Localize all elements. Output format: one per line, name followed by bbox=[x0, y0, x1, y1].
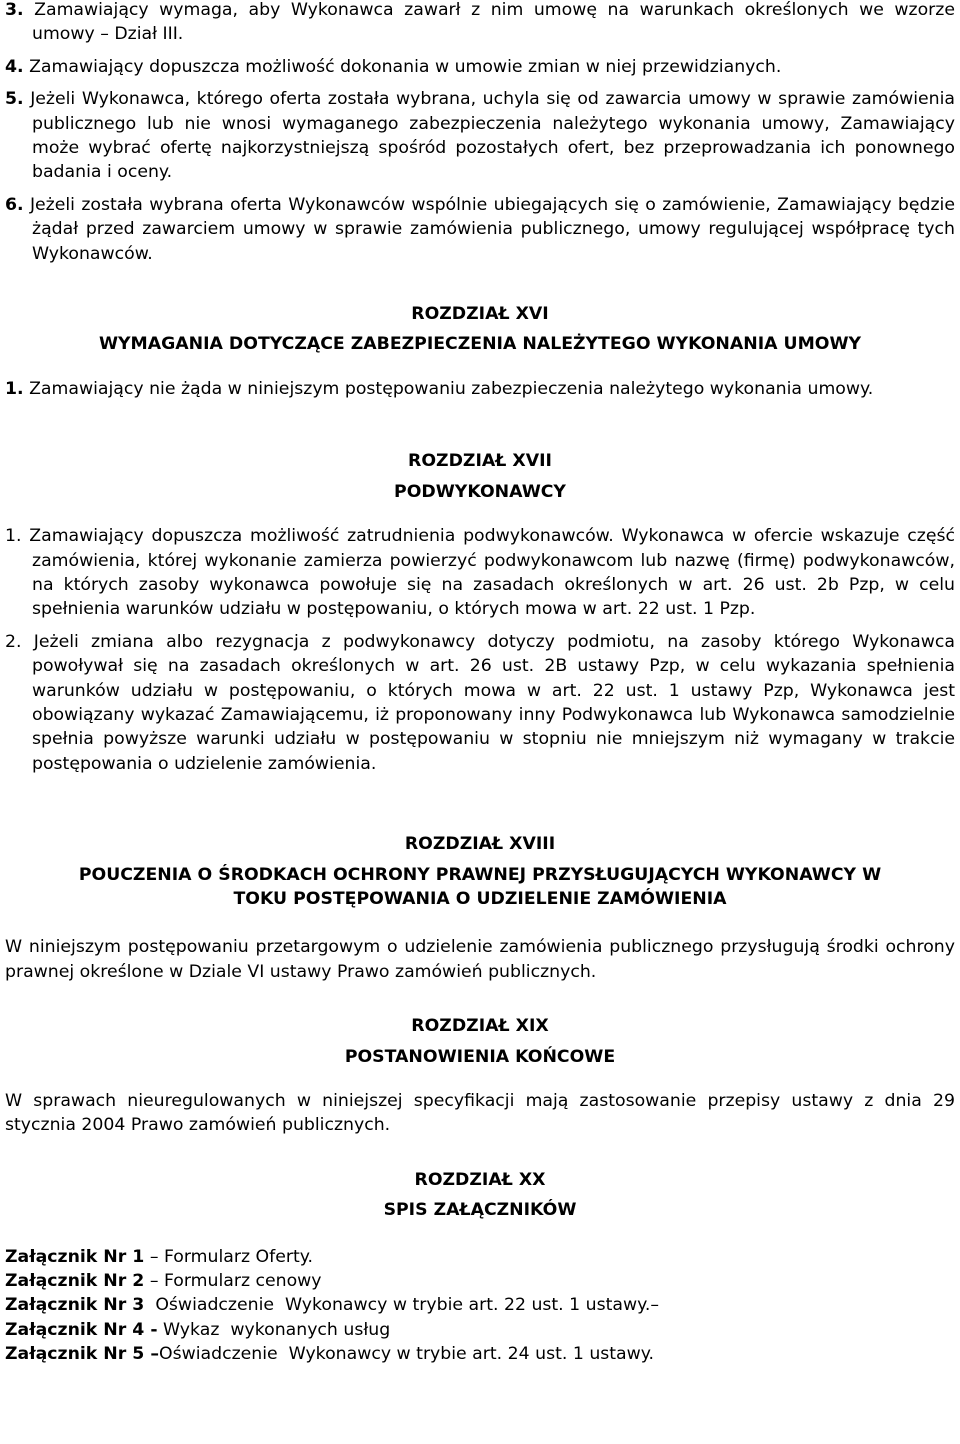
attachment-item bbox=[5, 1293, 955, 1317]
chapter-title-18-line2: TOKU POSTĘPOWANIA O UDZIELENIE ZAMÓWIENIA bbox=[233, 888, 727, 909]
chapter-heading-20: ROZDZIAŁ XX bbox=[414, 1169, 546, 1190]
attachments-list bbox=[5, 1245, 955, 1367]
chapter-title-20: SPIS ZAŁĄCZNIKÓW bbox=[383, 1200, 577, 1221]
attachment-text: Oświadczenie Wykonawcy w trybie art. 24 ust. 1 ustawy. bbox=[159, 1344, 655, 1365]
paragraph-text: Zamawiający dopuszcza możliwość zatrudnienia podwykonawców. Wykonawca w ofercie wskazuje część zamówienia, której wykonanie zamierza powierzyć podwykonawcom lub nazwę (firmę) podwykonawców, na których zasoby wykonawca powołuje się na zasadach określonych w art. 26 ust. 2b Pzp, w celu spełnienia warunków udziału w postępowaniu, o których mowa w art. 22 ust. 1 Pzp. bbox=[29, 526, 955, 620]
paragraph-16-1 bbox=[5, 377, 955, 401]
attachment-label: Załącznik Nr 5 – bbox=[5, 1344, 159, 1365]
attachment-label: Załącznik Nr 3 bbox=[5, 1295, 145, 1316]
chapter-heading-17: ROZDZIAŁ XVII bbox=[408, 451, 552, 472]
paragraph-15-4 bbox=[5, 55, 955, 79]
attachment-text: Oświadczenie Wykonawcy w trybie art. 22 ust. 1 ustawy.– bbox=[144, 1295, 660, 1316]
paragraph-number: 5. bbox=[5, 89, 24, 110]
attachment-text: – Formularz cenowy bbox=[144, 1271, 322, 1292]
attachment-item bbox=[5, 1342, 955, 1366]
paragraph-text: Zamawiający nie żąda w niniejszym postępowaniu zabezpieczenia należytego wykonania umowy. bbox=[29, 378, 874, 399]
attachment-label: Załącznik Nr 1 bbox=[5, 1246, 145, 1267]
chapter-heading-16: ROZDZIAŁ XVI bbox=[411, 304, 549, 325]
paragraph-text: Jeżeli zmiana albo rezygnacja z podwykonawcy dotyczy podmiotu, na zasoby którego Wykonawca powoływał się na zasadach określonych w art. 26 ust. 2B ustawy Pzp, w celu wykazania spełnienia warunków udziału w postępowaniu, o których mowa w art. 22 ust. 1 ustawy Pzp, Wykonawca jest obowiązany wykazać Zamawiającemu, iż proponowany inny Podwykonawca lub Wykonawca samodzielnie spełnia powyższe warunki udziału w postępowaniu w stopniu nie mniejszym niż wymagany w trakcie postępowania o udzielenie zamówienia. bbox=[32, 631, 955, 774]
paragraph-number: 4. bbox=[5, 56, 24, 77]
attachment-item bbox=[5, 1318, 955, 1342]
paragraph-17-2 bbox=[5, 630, 955, 776]
paragraph-text: Zamawiający dopuszcza możliwość dokonania w umowie zmian w niej przewidzianych. bbox=[29, 56, 782, 77]
paragraph-number: 1. bbox=[5, 526, 22, 547]
chapter-title-16: WYMAGANIA DOTYCZĄCE ZABEZPIECZENIA NALEŻYTEGO WYKONANIA UMOWY bbox=[98, 334, 862, 355]
chapter-title-18-line1: POUCZENIA O ŚRODKACH OCHRONY PRAWNEJ PRZYSŁUGUJĄCYCH WYKONAWCY W bbox=[78, 864, 882, 885]
paragraph-15-3 bbox=[5, 0, 955, 47]
paragraph-15-5 bbox=[5, 87, 955, 185]
attachment-label: Załącznik Nr 4 - bbox=[5, 1319, 158, 1340]
paragraph-15-6 bbox=[5, 193, 955, 266]
paragraph-number: 1. bbox=[5, 378, 24, 399]
paragraph-number: 2. bbox=[5, 631, 22, 652]
paragraph-18: W niniejszym postępowaniu przetargowym o udzielenie zamówienia publicznego przysługują środki ochrony prawnej określone w Dziale VI ustawy Prawo zamówień publicznych. bbox=[5, 937, 955, 982]
paragraph-text: Jeżeli została wybrana oferta Wykonawców wspólnie ubiegających się o zamówienie, Zamawiający będzie żądał przed zawarciem umowy w sprawie zamówienia publicznego, umowy regulującej współpracę tych Wykonawców. bbox=[29, 194, 955, 264]
attachment-item bbox=[5, 1245, 955, 1269]
paragraph-number: 3. bbox=[5, 0, 24, 20]
chapter-title-17: PODWYKONAWCY bbox=[394, 481, 566, 502]
attachment-label: Załącznik Nr 2 bbox=[5, 1271, 145, 1292]
attachment-text: Wykaz wykonanych usług bbox=[157, 1319, 391, 1340]
attachment-item bbox=[5, 1269, 955, 1293]
paragraph-number: 6. bbox=[5, 194, 24, 215]
paragraph-17-1 bbox=[5, 524, 955, 622]
chapter-title-19: POSTANOWIENIA KOŃCOWE bbox=[344, 1046, 616, 1067]
document-page bbox=[5, 0, 955, 1367]
paragraph-text: Jeżeli Wykonawca, którego oferta została wybrana, uchyla się od zawarcia umowy w sprawie zamówienia publicznego lub nie wnosi wymaganego zabezpieczenia należytego wykonania umowy, Zamawiający może wybrać ofertę najkorzystniejszą spośród pozostałych ofert, bez przeprowadzania ich ponownego badania i oceny. bbox=[30, 89, 955, 183]
attachment-text: – Formularz Oferty. bbox=[144, 1246, 313, 1267]
paragraph-text: Zamawiający wymaga, aby Wykonawca zawarł z nim umowę na warunkach określonych we wzorze umowy – Dział III. bbox=[32, 0, 955, 45]
paragraph-19: W sprawach nieuregulowanych w niniejszej specyfikacji mają zastosowanie przepisy ustawy z dnia 29 stycznia 2004 Prawo zamówień publicznych. bbox=[5, 1091, 955, 1136]
chapter-heading-18: ROZDZIAŁ XVIII bbox=[404, 834, 556, 855]
chapter-heading-19: ROZDZIAŁ XIX bbox=[411, 1016, 549, 1037]
